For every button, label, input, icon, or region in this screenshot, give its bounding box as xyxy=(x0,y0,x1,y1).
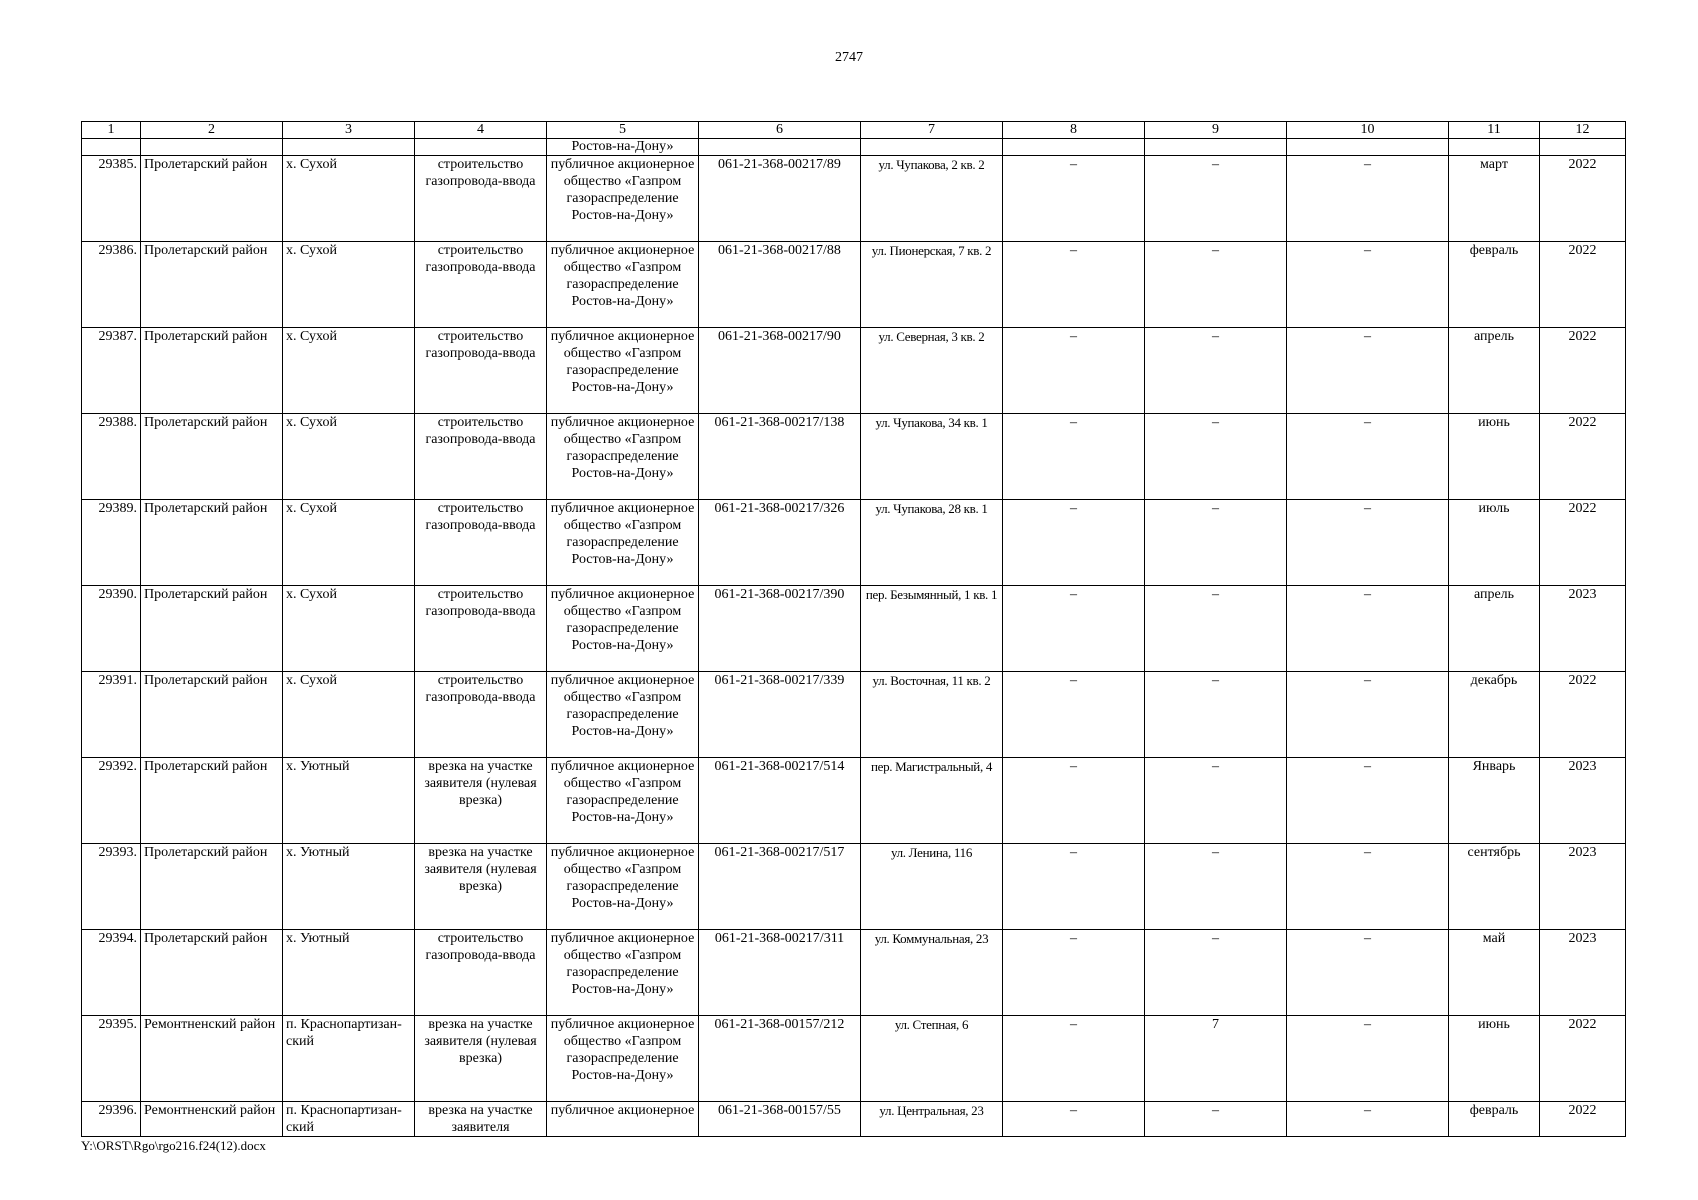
code-cell: 061-21-368-00217/514 xyxy=(699,758,861,844)
col9-cell: – xyxy=(1145,758,1287,844)
district-cell: Пролетарский район xyxy=(141,586,283,672)
col9-cell: – xyxy=(1145,586,1287,672)
col8-cell: – xyxy=(1003,758,1145,844)
locality-cell: х. Сухой xyxy=(283,672,415,758)
address-cell: ул. Коммунальная, 23 xyxy=(861,930,1003,1016)
col10-cell: – xyxy=(1287,414,1449,500)
col10-cell: – xyxy=(1287,242,1449,328)
row-number-cell: 29385. xyxy=(82,156,141,242)
col10-cell: – xyxy=(1287,586,1449,672)
work-type-cell: строительство газопровода-ввода xyxy=(415,328,547,414)
table-row xyxy=(82,1016,1626,1102)
col9-cell: – xyxy=(1145,672,1287,758)
year-cell: 2022 xyxy=(1540,1016,1626,1102)
code-cell: 061-21-368-00217/517 xyxy=(699,844,861,930)
year-cell: 2023 xyxy=(1540,758,1626,844)
column-number: 1 xyxy=(82,122,141,139)
address-cell: ул. Восточная, 11 кв. 2 xyxy=(861,672,1003,758)
table-row xyxy=(82,500,1626,586)
month-cell: март xyxy=(1449,156,1540,242)
column-number: 3 xyxy=(283,122,415,139)
district-cell: Пролетарский район xyxy=(141,758,283,844)
table-row xyxy=(82,156,1626,242)
month-cell: сентябрь xyxy=(1449,844,1540,930)
col8-cell: – xyxy=(1003,586,1145,672)
work-type-cell: врезка на участке заявителя (нулевая врезка) xyxy=(415,758,547,844)
month-cell: апрель xyxy=(1449,328,1540,414)
month-cell: июнь xyxy=(1449,1016,1540,1102)
col8-cell: – xyxy=(1003,414,1145,500)
col8-cell: – xyxy=(1003,1102,1145,1137)
year-cell: 2023 xyxy=(1540,586,1626,672)
column-number: 11 xyxy=(1449,122,1540,139)
row-number-cell: 29394. xyxy=(82,930,141,1016)
table-row xyxy=(82,844,1626,930)
row-number-cell: 29395. xyxy=(82,1016,141,1102)
org-cell: публичное акционерное общество «Газпром газораспределение Ростов-на-Дону» xyxy=(547,844,699,930)
org-cell: публичное акционерное общество «Газпром газораспределение Ростов-на-Дону» xyxy=(547,1016,699,1102)
code-cell: 061-21-368-00217/89 xyxy=(699,156,861,242)
column-number-row xyxy=(82,122,1626,139)
year-cell: 2022 xyxy=(1540,414,1626,500)
month-cell: февраль xyxy=(1449,242,1540,328)
table-row xyxy=(82,1102,1626,1137)
table-row xyxy=(82,930,1626,1016)
col9-cell: – xyxy=(1145,930,1287,1016)
district-cell: Пролетарский район xyxy=(141,156,283,242)
row-number-cell: 29386. xyxy=(82,242,141,328)
column-number: 7 xyxy=(861,122,1003,139)
work-type-cell: строительство газопровода-ввода xyxy=(415,414,547,500)
col10-cell: – xyxy=(1287,758,1449,844)
column-number: 10 xyxy=(1287,122,1449,139)
address-cell: пер. Магистральный, 4 xyxy=(861,758,1003,844)
address-cell: ул. Чупакова, 2 кв. 2 xyxy=(861,156,1003,242)
address-cell: ул. Чупакова, 28 кв. 1 xyxy=(861,500,1003,586)
locality-cell: п. Краснопартизан-ский xyxy=(283,1102,415,1137)
org-cell: публичное акционерное xyxy=(547,1102,699,1137)
org-cell: публичное акционерное общество «Газпром газораспределение Ростов-на-Дону» xyxy=(547,414,699,500)
address-cell: ул. Чупакова, 34 кв. 1 xyxy=(861,414,1003,500)
row-number-cell: 29388. xyxy=(82,414,141,500)
col10-cell: – xyxy=(1287,1102,1449,1137)
row-number-cell: 29393. xyxy=(82,844,141,930)
district-cell: Пролетарский район xyxy=(141,500,283,586)
table-row xyxy=(82,672,1626,758)
month-cell: май xyxy=(1449,930,1540,1016)
work-type-cell: врезка на участке заявителя xyxy=(415,1102,547,1137)
code-cell: 061-21-368-00157/55 xyxy=(699,1102,861,1137)
col8-cell: – xyxy=(1003,844,1145,930)
month-cell: декабрь xyxy=(1449,672,1540,758)
row-number-cell: 29389. xyxy=(82,500,141,586)
year-cell: 2023 xyxy=(1540,930,1626,1016)
continuation-row xyxy=(82,139,1626,156)
work-type-cell: врезка на участке заявителя (нулевая врезка) xyxy=(415,1016,547,1102)
row-number-cell: 29391. xyxy=(82,672,141,758)
column-number: 8 xyxy=(1003,122,1145,139)
code-cell: 061-21-368-00217/90 xyxy=(699,328,861,414)
locality-cell: х. Уютный xyxy=(283,930,415,1016)
column-number: 6 xyxy=(699,122,861,139)
month-cell: июнь xyxy=(1449,414,1540,500)
district-cell: Пролетарский район xyxy=(141,328,283,414)
col10-cell: – xyxy=(1287,844,1449,930)
work-type-cell: строительство газопровода-ввода xyxy=(415,500,547,586)
col9-cell: – xyxy=(1145,414,1287,500)
code-cell: 061-21-368-00217/326 xyxy=(699,500,861,586)
row-number-cell: 29390. xyxy=(82,586,141,672)
col10-cell: – xyxy=(1287,930,1449,1016)
org-cell: публичное акционерное общество «Газпром газораспределение Ростов-на-Дону» xyxy=(547,930,699,1016)
locality-cell: х. Уютный xyxy=(283,844,415,930)
district-cell: Пролетарский район xyxy=(141,844,283,930)
registry-table xyxy=(81,121,1626,1137)
address-cell: пер. Безымянный, 1 кв. 1 xyxy=(861,586,1003,672)
col8-cell: – xyxy=(1003,156,1145,242)
column-number: 12 xyxy=(1540,122,1626,139)
address-cell: ул. Пионерская, 7 кв. 2 xyxy=(861,242,1003,328)
work-type-cell: строительство газопровода-ввода xyxy=(415,930,547,1016)
col8-cell: – xyxy=(1003,328,1145,414)
table-row xyxy=(82,414,1626,500)
row-number-cell: 29396. xyxy=(82,1102,141,1137)
org-cell: публичное акционерное общество «Газпром газораспределение Ростов-на-Дону» xyxy=(547,500,699,586)
col9-cell: – xyxy=(1145,1102,1287,1137)
locality-cell: х. Сухой xyxy=(283,328,415,414)
col8-cell: – xyxy=(1003,672,1145,758)
locality-cell: х. Сухой xyxy=(283,414,415,500)
district-cell: Пролетарский район xyxy=(141,414,283,500)
org-cell: публичное акционерное общество «Газпром газораспределение Ростов-на-Дону» xyxy=(547,672,699,758)
year-cell: 2022 xyxy=(1540,328,1626,414)
district-cell: Пролетарский район xyxy=(141,242,283,328)
code-cell: 061-21-368-00217/311 xyxy=(699,930,861,1016)
month-cell: апрель xyxy=(1449,586,1540,672)
col9-cell: – xyxy=(1145,328,1287,414)
col10-cell: – xyxy=(1287,328,1449,414)
locality-cell: х. Сухой xyxy=(283,500,415,586)
year-cell: 2022 xyxy=(1540,672,1626,758)
col8-cell: – xyxy=(1003,500,1145,586)
col9-cell: – xyxy=(1145,500,1287,586)
col9-cell: – xyxy=(1145,156,1287,242)
org-cell: публичное акционерное общество «Газпром газораспределение Ростов-на-Дону» xyxy=(547,242,699,328)
district-cell: Ремонтненский район xyxy=(141,1016,283,1102)
work-type-cell: врезка на участке заявителя (нулевая врезка) xyxy=(415,844,547,930)
col9-cell: 7 xyxy=(1145,1016,1287,1102)
col8-cell: – xyxy=(1003,242,1145,328)
address-cell: ул. Северная, 3 кв. 2 xyxy=(861,328,1003,414)
month-cell: февраль xyxy=(1449,1102,1540,1137)
year-cell: 2022 xyxy=(1540,500,1626,586)
work-type-cell: строительство газопровода-ввода xyxy=(415,586,547,672)
locality-cell: х. Сухой xyxy=(283,156,415,242)
work-type-cell: строительство газопровода-ввода xyxy=(415,156,547,242)
row-number-cell: 29387. xyxy=(82,328,141,414)
org-cell: Ростов-на-Дону» xyxy=(547,139,699,156)
code-cell: 061-21-368-00217/390 xyxy=(699,586,861,672)
year-cell: 2022 xyxy=(1540,156,1626,242)
org-cell: публичное акционерное общество «Газпром газораспределение Ростов-на-Дону» xyxy=(547,156,699,242)
locality-cell: п. Краснопартизан-ский xyxy=(283,1016,415,1102)
district-cell: Пролетарский район xyxy=(141,672,283,758)
org-cell: публичное акционерное общество «Газпром газораспределение Ростов-на-Дону» xyxy=(547,586,699,672)
page-number: 2747 xyxy=(835,50,863,65)
col10-cell: – xyxy=(1287,156,1449,242)
address-cell: ул. Центральная, 23 xyxy=(861,1102,1003,1137)
district-cell: Ремонтненский район xyxy=(141,1102,283,1137)
year-cell: 2023 xyxy=(1540,844,1626,930)
col8-cell: – xyxy=(1003,1016,1145,1102)
locality-cell: х. Сухой xyxy=(283,586,415,672)
col9-cell: – xyxy=(1145,242,1287,328)
year-cell: 2022 xyxy=(1540,1102,1626,1137)
table-row xyxy=(82,758,1626,844)
column-number: 4 xyxy=(415,122,547,139)
work-type-cell: строительство газопровода-ввода xyxy=(415,672,547,758)
table-row xyxy=(82,328,1626,414)
code-cell: 061-21-368-00217/88 xyxy=(699,242,861,328)
col10-cell: – xyxy=(1287,500,1449,586)
table-row xyxy=(82,242,1626,328)
table-row xyxy=(82,586,1626,672)
district-cell: Пролетарский район xyxy=(141,930,283,1016)
code-cell: 061-21-368-00157/212 xyxy=(699,1016,861,1102)
col8-cell: – xyxy=(1003,930,1145,1016)
column-number: 5 xyxy=(547,122,699,139)
address-cell: ул. Ленина, 116 xyxy=(861,844,1003,930)
col10-cell: – xyxy=(1287,1016,1449,1102)
month-cell: Январь xyxy=(1449,758,1540,844)
address-cell: ул. Степная, 6 xyxy=(861,1016,1003,1102)
footer-file-path: Y:\ORST\Rgo\rgo216.f24(12).docx xyxy=(81,1138,266,1153)
locality-cell: х. Сухой xyxy=(283,242,415,328)
row-number-cell: 29392. xyxy=(82,758,141,844)
locality-cell: х. Уютный xyxy=(283,758,415,844)
column-number: 9 xyxy=(1145,122,1287,139)
col9-cell: – xyxy=(1145,844,1287,930)
col10-cell: – xyxy=(1287,672,1449,758)
work-type-cell: строительство газопровода-ввода xyxy=(415,242,547,328)
org-cell: публичное акционерное общество «Газпром газораспределение Ростов-на-Дону» xyxy=(547,328,699,414)
code-cell: 061-21-368-00217/138 xyxy=(699,414,861,500)
org-cell: публичное акционерное общество «Газпром газораспределение Ростов-на-Дону» xyxy=(547,758,699,844)
column-number: 2 xyxy=(141,122,283,139)
month-cell: июль xyxy=(1449,500,1540,586)
code-cell: 061-21-368-00217/339 xyxy=(699,672,861,758)
year-cell: 2022 xyxy=(1540,242,1626,328)
